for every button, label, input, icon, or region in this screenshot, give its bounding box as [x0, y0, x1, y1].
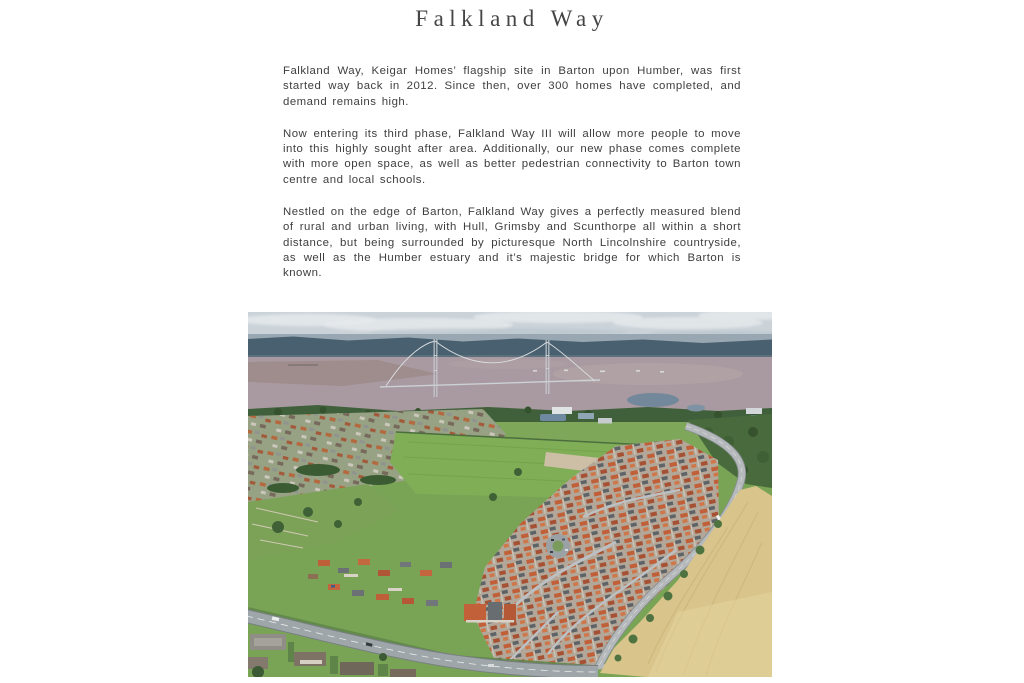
aerial-photo-illustration	[248, 312, 772, 677]
estuary-water	[248, 357, 772, 413]
far-shore	[248, 334, 772, 359]
apartment-block	[464, 602, 516, 623]
paragraph-2: Now entering its third phase, Falkland Way III will allow more people to move into this highly sought after area. Additionally, our new phase comes complete with more open space, as well as better pedestrian connectivity to Barton town centre and local schools.	[283, 127, 741, 186]
intro-text	[283, 64, 741, 299]
paragraph-1: Falkland Way, Keigar Homes’ flagship site in Barton upon Humber, was first started way back in 2012. Since then, over 300 homes have completed, and demand remains high.	[283, 65, 741, 108]
parking-court	[546, 534, 570, 558]
aerial-photo	[248, 312, 772, 677]
paragraph-3: Nestled on the edge of Barton, Falkland Way gives a perfectly measured blend of rural and urban living, with Hull, Grimsby and Scunthorpe all within a short distance, but being surrounded by picturesque North Lincolnshire countryside, as well as the Humber estuary and it’s majestic bridge for which Barton is known.	[283, 206, 741, 280]
page-title: Falkland Way	[415, 6, 609, 31]
